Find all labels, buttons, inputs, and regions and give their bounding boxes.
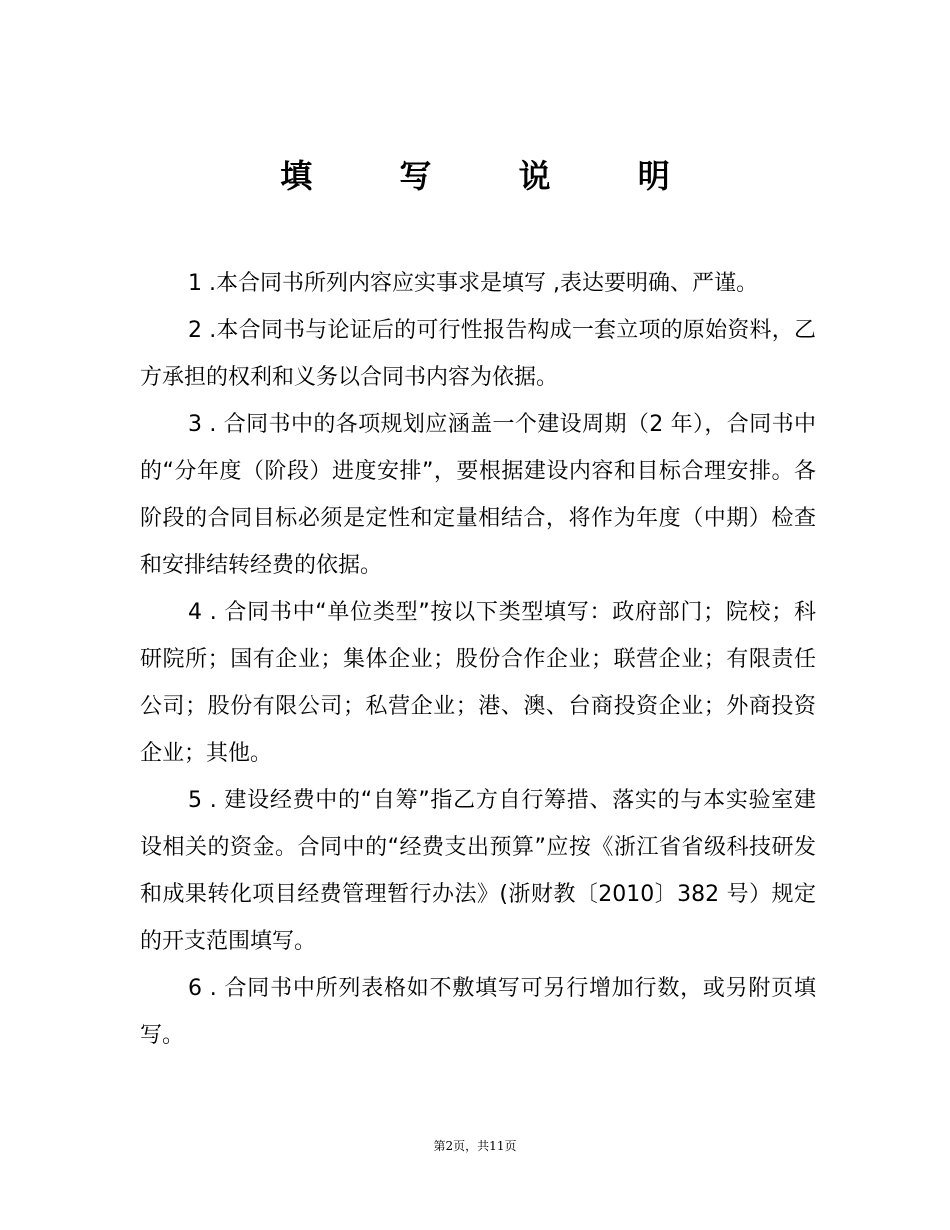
- instruction-paragraph-3: 3 . 合同书中的各项规划应涵盖一个建设周期（2 年），合同书中的“分年度（阶段）进度安排”，要根据建设内容和目标合理安排。各阶段的合同目标必须是定性和定量相结合，将作为年度（中期）检查和安排结转经费的依据。: [140, 412, 816, 578]
- page-title: 填 写 说 明: [280, 157, 708, 195]
- instruction-paragraph-2: 2 .本合同书与论证后的可行性报告构成一套立项的原始资料，乙方承担的权利和义务以合同书内容为依据。: [140, 318, 816, 390]
- page-number-footer: 第2页，共11页: [433, 1139, 517, 1153]
- instruction-paragraph-6: 6 . 合同书中所列表格如不敷填写可另行增加行数，或另附页填写。: [140, 976, 816, 1048]
- instruction-paragraph-4: 4 . 合同书中“单位类型”按以下类型填写：政府部门；院校；科研院所；国有企业；集体企业；股份合作企业；联营企业；有限责任公司；股份有限公司；私营企业；港、澳、台商投资企业；外商投资企业；其他。: [140, 600, 816, 766]
- instruction-paragraph-1: 1 .本合同书所列内容应实事求是填写 ,表达要明确、严谨。: [188, 271, 758, 296]
- instruction-paragraph-5: 5 . 建设经费中的“自筹”指乙方自行筹措、落实的与本实验室建设相关的资金。合同中的“经费支出预算”应按《浙江省省级科技研发和成果转化项目经费管理暂行办法》(浙财教〔2010〕382 号）规定的开支范围填写。: [140, 788, 816, 954]
- instructions-body: [140, 260, 816, 1059]
